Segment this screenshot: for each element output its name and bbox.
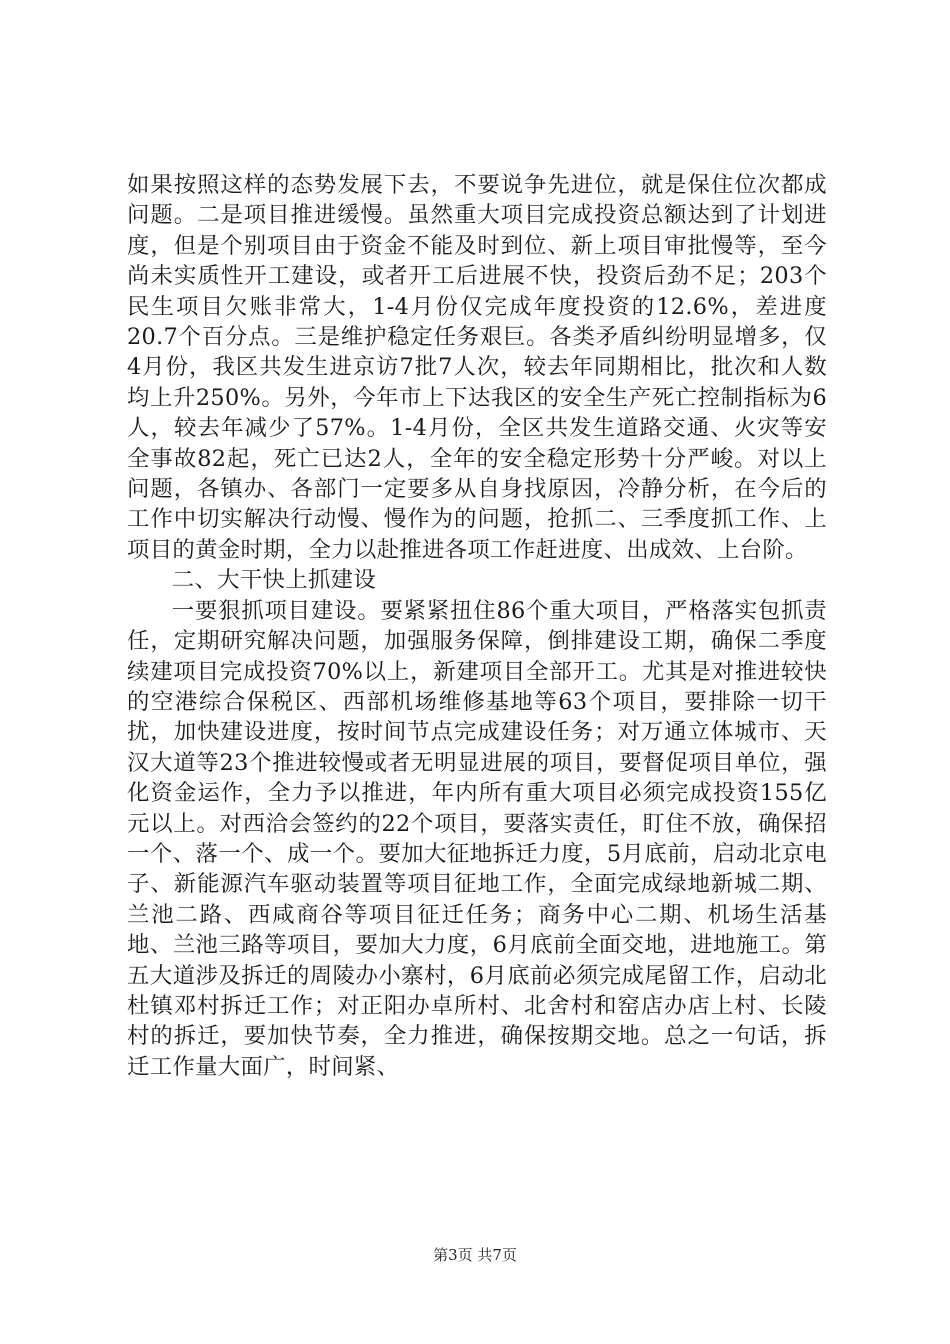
paragraph-2: 一要狠抓项目建设。要紧紧扭住86个重大项目，严格落实包抓责任，定期研究解决问题，加强服务保障，倒排建设工期，确保二季度续建项目完成投资70%以上，新建项目全部开工。尤其是对推进较快的空港综合保税区、西部机场维修基地等63个项目，要排除一切干扰，加快建设进度，按时间节点完成建设任务；对万通立体城市、天汉大道等23个推进较慢或者无明显进展的项目，要督促项目单位，强化资金运作，全力予以推进，年内所有重大项目必须完成投资155亿元以上。对西洽会签约的22个项目，要落实责任，盯住不放，确保招一个、落一个、成一个。要加大征地拆迁力度，5月底前，启动北京电子、新能源汽车驱动装置等项目征地工作，全面完成绿地新城二期、兰池二路、西咸商谷等项目征迁任务；商务中心二期、机场生活基地、兰池三路等项目，要加大力度，6月底前全面交地，进地施工。第五大道涉及拆迁的周陵办小寨村，6月底前必须完成尾留工作，启动北杜镇邓村拆迁工作；对正阳办卓所村、北舍村和窑店办店上村、长陵村的拆迁，要加快节奏，全力推进，确保按期交地。总之一句话，拆迁工作量大面广，时间紧、 [127,597,827,1080]
page-footer: 第3页 共7页 [433,1246,517,1264]
paragraph-1: 如果按照这样的态势发展下去，不要说争先进位，就是保住位次都成问题。二是项目推进缓慢。虽然重大项目完成投资总额达到了计划进度，但是个别项目由于资金不能及时到位、新上项目审批慢等，至今尚未实质性开工建设，或者开工后进展不快，投资后劲不足；203个民生项目欠账非常大，1-4月份仅完成年度投资的12.6%，差进度20.7个百分点。三是维护稳定任务艰巨。各类矛盾纠纷明显增多，仅4月份，我区共发生进京访7批7人次，较去年同期相比，批次和人数均上升250%。另外，今年市上下达我区的安全生产死亡控制指标为6人，较去年减少了57%。1-4月份，全区共发生道路交通、火灾等安全事故82起，死亡已达2人，全年的安全稳定形势十分严峻。对以上问题，各镇办、各部门一定要多从自身找原因，冷静分析，在今后的工作中切实解决行动慢、慢作为的问题，抢抓二、三季度抓工作、上项目的黄金时期，全力以赴推进各项工作赶进度、出成效、上台阶。 [127,172,827,563]
document-body [127,170,827,1082]
section-heading: 二、大干快上抓建设 [171,567,377,594]
